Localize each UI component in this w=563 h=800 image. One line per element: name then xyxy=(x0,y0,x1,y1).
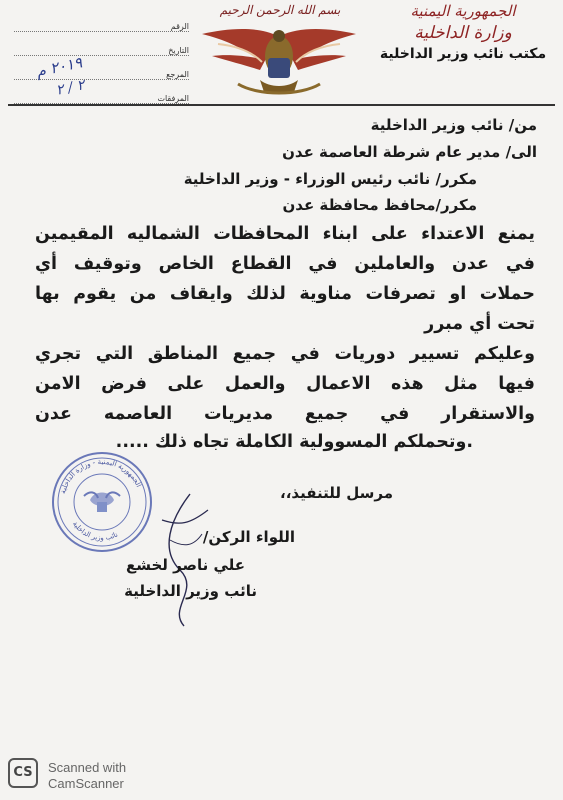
stamp-inner-text: نائب وزير الداخلية xyxy=(70,519,120,543)
letterhead xyxy=(373,2,553,62)
camscanner-watermark xyxy=(48,760,126,792)
from-line: من/ نائب وزير الداخلية xyxy=(370,116,537,134)
signatory-name: علي ناصر لخشع xyxy=(125,556,245,574)
ref-attachments-row xyxy=(14,80,189,104)
cc-line-2: مكرر/محافظ محافظة عدن xyxy=(282,196,477,214)
para2-line-2: فيها مثل هذه الاعمال والعمل على فرض الامن xyxy=(35,374,535,394)
para2-line-3: والاستقرار في جميع مديريات العاصمه عدن xyxy=(35,404,535,424)
reference-fields xyxy=(14,8,189,104)
para1-line-2: في عدن والعاملين في القطاع الخاص وتوقيف أي xyxy=(35,254,535,274)
official-stamp-icon xyxy=(50,450,154,554)
handwritten-ref: ٢ / ٢ xyxy=(54,77,87,99)
signatory-rank: اللواء الركن/ xyxy=(202,528,295,546)
republic-title: الجمهورية اليمنية xyxy=(410,2,516,20)
signatory-title: نائب وزير الداخلية xyxy=(124,582,257,600)
ref-date-row xyxy=(14,32,189,56)
cc-line-1: مكرر/ نائب رئيس الوزراء - وزير الداخلية xyxy=(183,170,477,188)
para2-line-1: وعليكم تسيير دوريات في جميع المناطق التي تجري xyxy=(35,344,535,364)
ministry-title: وزارة الداخلية xyxy=(414,23,512,43)
para1-line-1: يمنع الاعتداء على ابناء المحافظات الشماليه المقيمين xyxy=(35,224,535,244)
ref-date-label: التاريخ xyxy=(168,46,189,55)
ref-attachments-label: المرفقات xyxy=(157,94,189,103)
office-title: مكتب نائب وزير الداخلية xyxy=(379,46,547,62)
to-line: الى/ مدير عام شرطة العاصمة عدن xyxy=(282,143,537,161)
basmala: بسم الله الرحمن الرحيم xyxy=(219,3,341,17)
para2-line-4: .وتحملكم المسوولية الكاملة تجاه ذلك ..... xyxy=(115,432,473,452)
stamp-outer-text: الجمهورية اليمنية - وزارة الداخلية xyxy=(58,457,143,495)
para1-line-4: تحت أي مبرر xyxy=(424,314,535,334)
handwritten-date: ٢٠١٩ م xyxy=(34,53,84,81)
header-divider xyxy=(8,104,555,106)
closing-line: مرسل للتنفيذ،، xyxy=(280,484,393,502)
ref-reference-label: المرجع xyxy=(166,70,189,79)
eagle-emblem-icon xyxy=(198,22,360,102)
ref-number-row xyxy=(14,8,189,32)
camscanner-logo-icon: CS xyxy=(8,758,38,788)
para1-line-3: حملات او تصرفات مناوية لذلك وايقاف من يقوم بها xyxy=(35,284,535,304)
watermark-line-2: CamScanner xyxy=(48,776,124,791)
watermark-line-1: Scanned with xyxy=(48,760,127,775)
ref-number-label: الرقم xyxy=(170,22,189,31)
